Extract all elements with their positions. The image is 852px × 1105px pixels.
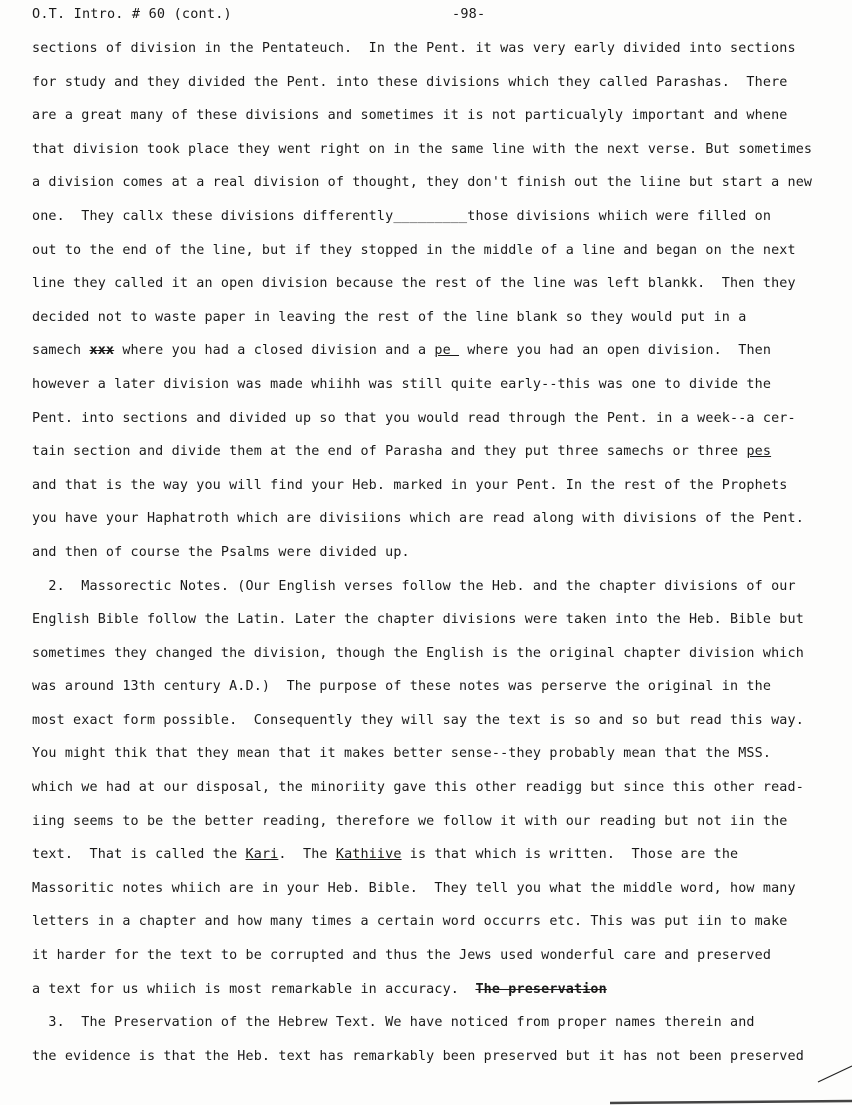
text-line: most exact form possible. Consequently they will say the text is so and so but read this way. — [32, 712, 804, 728]
page-number: -98- — [452, 6, 486, 22]
text-line: text. That is called the Kari. The Kathiive is that which is written. Those are the — [32, 847, 739, 863]
blank-underline: _________ — [393, 208, 468, 224]
text-line: samech xxx where you had a closed division and a pe where you had an open division. Then — [32, 343, 772, 359]
text-line: decided not to waste paper in leaving the rest of the line blank so they would put in a — [32, 309, 747, 325]
page-bottom-edge — [610, 1101, 852, 1103]
text-line: sections of division in the Pentateuch. In the Pent. it was very early divided into sections — [32, 41, 796, 56]
text-line: English Bible follow the Latin. Later the chapter divisions were taken into the Heb. Bible but — [32, 612, 804, 628]
text-line: however a later division was made whiihh was still quite early--this was one to divide the — [32, 376, 772, 392]
text-line: iing seems to be the better reading, therefore we follow it with our reading but not iin the — [32, 813, 788, 829]
text-line: one. They callx these divisions differently_________those divisions whiich were filled on — [32, 208, 772, 224]
underlined-term: pes — [746, 444, 772, 460]
underlined-term: pe — [434, 343, 460, 359]
text-line: Pent. into sections and divided up so that you would read through the Pent. in a week--a cer- — [32, 410, 796, 426]
text-line: sometimes they changed the division, though the English is the original chapter division which — [32, 645, 804, 661]
text-line: are a great many of these divisions and sometimes it is not particualyly important and whene — [32, 108, 788, 124]
text-line: and then of course the Psalms were divided up. — [32, 544, 410, 560]
text-line: you have your Haphatroth which are divisiions which are read along with divisions of the Pent. — [32, 511, 804, 527]
text-line: was around 13th century A.D.) The purpose of these notes was perserve the original in the — [32, 679, 772, 695]
text-line: Massoritic notes whiich are in your Heb. Bible. They tell you what the middle word, how many — [32, 880, 796, 896]
text-line: a division comes at a real division of thought, they don't finish out the liine but start a new — [32, 175, 813, 191]
typed-text-body — [32, 38, 832, 1079]
text-line: which we had at our disposal, the minoriity gave this other readigg but since this other read- — [32, 780, 804, 796]
text-line: 2. Massorectic Notes. (Our English verses follow the Heb. and the chapter divisions of our — [32, 578, 796, 594]
text-line: for study and they divided the Pent. into these divisions which they called Parashas. There — [32, 74, 788, 90]
text-line: letters in a chapter and how many times a certain word occurrs etc. This was put iin to make — [32, 914, 788, 930]
header-title: O.T. Intro. # 60 (cont.) — [32, 6, 232, 22]
text-line: 3. The Preservation of the Hebrew Text. We have noticed from proper names therein and — [32, 1015, 755, 1031]
text-line: You might thik that they mean that it makes better sense--they probably mean that the MSS. — [32, 746, 772, 762]
struck-out-text: xxx — [89, 343, 115, 359]
underlined-term: Kathiive — [335, 847, 402, 863]
text-line: it harder for the text to be corrupted and thus the Jews used wonderful care and preserved — [32, 948, 772, 964]
text-line: a text for us whiich is most remarkable in accuracy. The preservation — [32, 981, 607, 997]
text-line: and that is the way you will find your Heb. marked in your Pent. In the rest of the Prophets — [32, 477, 788, 493]
text-line: the evidence is that the Heb. text has remarkably been preserved but it has not been preserved — [32, 1048, 804, 1064]
text-line: that division took place they went right on in the same line with the next verse. But sometimes — [32, 141, 813, 157]
underlined-term: Kari — [245, 847, 279, 863]
text-line: tain section and divide them at the end of Parasha and they put three samechs or three pes — [32, 444, 772, 460]
page-header — [32, 6, 832, 28]
text-line: out to the end of the line, but if they stopped in the middle of a line and began on the next — [32, 242, 796, 258]
text-line: line they called it an open division because the rest of the line was left blankk. Then they — [32, 276, 796, 292]
struck-out-text: The preservation — [475, 981, 607, 997]
